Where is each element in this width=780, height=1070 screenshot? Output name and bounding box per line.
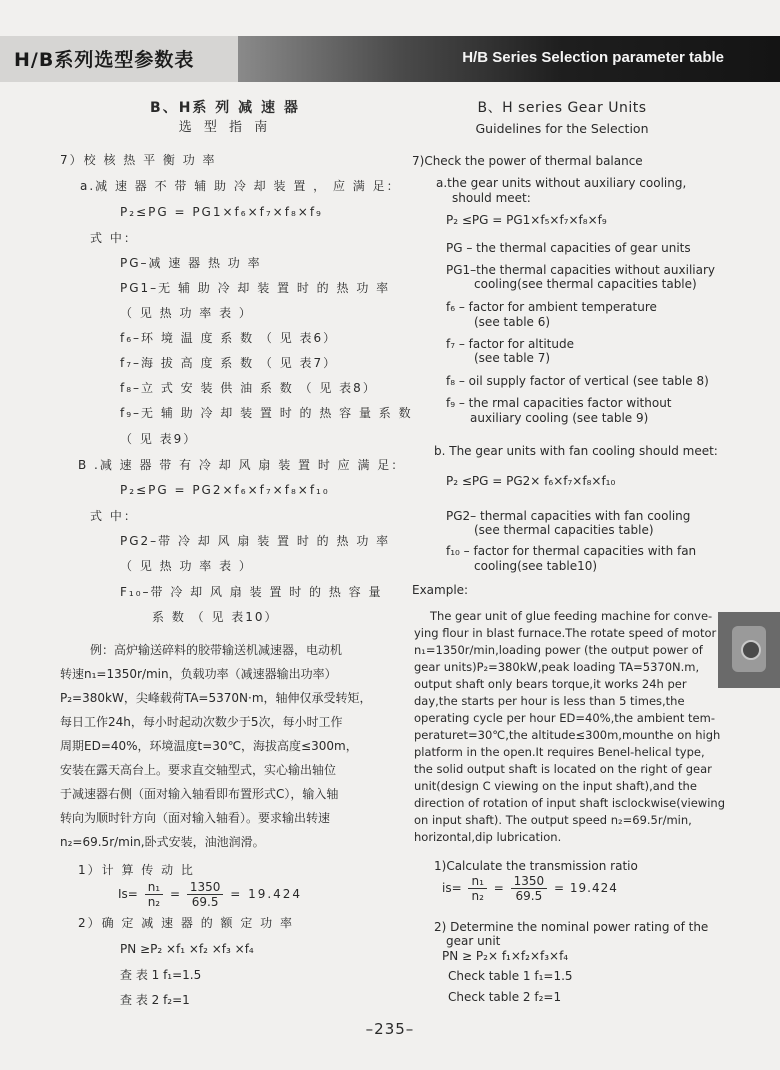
right-line: (see table 6) bbox=[474, 315, 551, 329]
header-band bbox=[238, 36, 780, 82]
left-subheading: 选 型 指 南 bbox=[178, 120, 272, 135]
left-line: a.减 速 器 不 带 辅 助 冷 却 装 置 ， 应 满 足： bbox=[80, 179, 401, 193]
ratio-lhs: is= bbox=[442, 881, 462, 895]
gear-hub-icon bbox=[741, 640, 761, 660]
left-line: （ 见 表9） bbox=[120, 432, 198, 446]
right-line: cooling(see table10) bbox=[474, 559, 598, 573]
ratio-numerator-value: 1350 bbox=[511, 874, 548, 889]
right-line: Example: bbox=[412, 583, 469, 597]
example-line: P₂=380kW，尖峰载荷TA=5370N·m，轴伸仅承受转矩， bbox=[60, 691, 372, 705]
example-line: ying flour in blast furnace.The rotate speed of motor bbox=[414, 626, 717, 640]
example-line: 例：高炉输送碎料的胶带输送机减速器，电动机 bbox=[90, 643, 343, 657]
right-line: f₈ – oil supply factor of vertical (see table 8) bbox=[446, 374, 709, 388]
left-line: f₆–环 境 温 度 系 数 （ 见 表6） bbox=[120, 331, 338, 345]
ratio-fraction-symbols bbox=[468, 874, 486, 903]
right-line: a.the gear units without auxiliary cooling, bbox=[436, 176, 687, 190]
example-line: operating cycle per hour ED=40%,the ambient tem- bbox=[414, 711, 715, 725]
header-title-cn: H/B系列选型参数表 bbox=[14, 49, 195, 71]
example-line: 转速n₁=1350r/min，负载功率（减速器输出功率） bbox=[60, 667, 337, 681]
left-heading: B、H系 列 减 速 器 bbox=[150, 100, 300, 116]
ratio-numerator-value: 1350 bbox=[187, 880, 224, 895]
right-line: (see table 7) bbox=[474, 351, 551, 365]
left-formula: P₂≤PG = PG1×f₆×f₇×f₈×f₉ bbox=[120, 205, 323, 219]
example-line: day,the starts per hour is less than 5 times,the bbox=[414, 694, 685, 708]
right-line: should meet: bbox=[452, 191, 531, 205]
example-line: the solid output shaft is located on the right of gear bbox=[414, 762, 712, 776]
left-step2: 2）确 定 减 速 器 的 额 定 功 率 bbox=[78, 916, 294, 930]
right-pn-formula: PN ≥ P₂× f₁×f₂×f₃×f₄ bbox=[442, 949, 569, 963]
left-line: PG–减 速 器 热 功 率 bbox=[120, 256, 262, 270]
right-line: f₇ – factor for altitude bbox=[446, 337, 574, 351]
ratio-denominator-symbol: n₂ bbox=[471, 889, 484, 903]
example-line: 周期ED=40%，环境温度t=30℃，海拔高度≤300m， bbox=[60, 739, 358, 753]
page-number: –235– bbox=[365, 1020, 415, 1038]
left-line: 7）校 核 热 平 衡 功 率 bbox=[60, 153, 217, 167]
example-line: on input shaft). The output speed n₂=69.5r/min, bbox=[414, 813, 692, 827]
right-check2: Check table 2 f₂=1 bbox=[448, 990, 562, 1004]
right-line: 7)Check the power of thermal balance bbox=[412, 154, 643, 168]
left-line: 式 中： bbox=[90, 509, 138, 523]
left-column bbox=[60, 100, 413, 1010]
ratio-fraction-symbols bbox=[145, 880, 163, 909]
ratio-fraction-values bbox=[511, 874, 548, 903]
example-line: n₂=69.5r/min,卧式安装，油池润滑。 bbox=[60, 835, 265, 849]
left-example bbox=[60, 640, 372, 852]
right-formula: P₂ ≤PG = PG2× f₆×f₇×f₈×f₁₀ bbox=[446, 474, 616, 488]
example-line: The gear unit of glue feeding machine for conve- bbox=[430, 609, 713, 623]
left-line: f₉–无 辅 助 冷 却 装 置 时 的 热 容 量 系 数 bbox=[120, 406, 413, 420]
right-step1: 1)Calculate the transmission ratio bbox=[434, 859, 638, 873]
left-ratio: Is= $\frac{\text{n₁}}{\text{n₂}}$ = $\frac{1350}{69.5}$ = 19.424 bbox=[118, 880, 303, 909]
gear-icon bbox=[732, 626, 766, 672]
example-line: platform in the open.It requires Benel-helical type, bbox=[414, 745, 705, 759]
left-line: F₁₀–带 冷 却 风 扇 装 置 时 的 热 容 量 bbox=[120, 585, 383, 599]
example-line: output shaft only bears torque,it works 24h per bbox=[414, 677, 687, 691]
left-check2: 查 表 2 f₂=1 bbox=[120, 993, 190, 1007]
left-line: f₈–立 式 安 装 供 油 系 数 （ 见 表8） bbox=[120, 381, 377, 395]
header-title-en: H/B Series Selection parameter table bbox=[462, 49, 724, 66]
right-line: f₉ – the rmal capacities factor without bbox=[446, 396, 672, 410]
right-line: (see thermal capacities table) bbox=[474, 523, 654, 537]
right-line: PG2– thermal capacities with fan cooling bbox=[446, 509, 691, 523]
ratio-result: = 19.424 bbox=[230, 887, 303, 901]
ratio-denominator-symbol: n₂ bbox=[147, 895, 161, 909]
left-check1: 查 表 1 f₁=1.5 bbox=[120, 968, 202, 982]
left-line: f₇–海 拔 高 度 系 数 （ 见 表7） bbox=[120, 356, 338, 370]
left-line: 系 数 （ 见 表10） bbox=[152, 610, 279, 624]
right-step2-cont: gear unit bbox=[446, 934, 501, 948]
right-line: auxiliary cooling (see table 9) bbox=[470, 411, 649, 425]
page-header bbox=[0, 36, 780, 82]
left-line: B .减 速 器 带 有 冷 却 风 扇 装 置 时 应 满 足： bbox=[78, 458, 406, 472]
right-line: cooling(see thermal capacities table) bbox=[474, 277, 697, 291]
right-check1: Check table 1 f₁=1.5 bbox=[448, 969, 573, 983]
example-line: horizontal,dip lubrication. bbox=[414, 830, 562, 844]
left-line: （ 见 热 功 率 表 ） bbox=[120, 559, 253, 573]
right-line: PG – the thermal capacities of gear units bbox=[446, 241, 691, 255]
left-line: PG2–带 冷 却 风 扇 装 置 时 的 热 功 率 bbox=[120, 534, 391, 548]
right-ratio: is= $\frac{\text{n₁}}{\text{n₂}}$ = $\frac{1350}{69.5}$ = 19.424 bbox=[442, 874, 618, 903]
example-line: gear units)P₂=380kW,peak loading TA=5370N.m, bbox=[414, 660, 700, 674]
example-line: 每日工作24h，每小时起动次数少于5次，每小时工作 bbox=[60, 715, 343, 729]
right-column bbox=[412, 100, 725, 1010]
example-line: direction of rotation of input shaft isclockwise(viewing bbox=[414, 796, 725, 810]
example-line: peraturet=30℃,the altitude≤300m,mounthe on high bbox=[414, 728, 721, 742]
ratio-denominator-value: 69.5 bbox=[191, 895, 219, 909]
left-step1: 1）计 算 传 动 比 bbox=[78, 863, 195, 877]
example-line: 于减速器右侧（面对输入轴看即布置形式C），输入轴 bbox=[60, 787, 339, 801]
left-line: PG1–无 辅 助 冷 却 装 置 时 的 热 功 率 bbox=[120, 281, 391, 295]
left-formula: P₂≤PG = PG2×f₆×f₇×f₈×f₁₀ bbox=[120, 483, 330, 497]
ratio-lhs: Is= bbox=[118, 887, 138, 901]
right-line: PG1–the thermal capacities without auxiliary bbox=[446, 263, 716, 277]
example-line: unit(design C viewing on the input shaft),and the bbox=[414, 779, 697, 793]
right-line: f₁₀ – factor for thermal capacities with fan bbox=[446, 544, 697, 558]
ratio-denominator-value: 69.5 bbox=[515, 889, 543, 903]
right-line: f₆ – factor for ambient temperature bbox=[446, 300, 657, 314]
ratio-result: = 19.424 bbox=[553, 881, 618, 895]
right-line: b. The gear units with fan cooling should meet: bbox=[434, 444, 718, 458]
ratio-numerator-symbol: n₁ bbox=[145, 880, 163, 895]
left-line: （ 见 热 功 率 表 ） bbox=[120, 306, 253, 320]
example-line: 安装在露天高台上。要求直交轴型式，实心输出轴位 bbox=[60, 763, 337, 777]
example-line: 转向为顺时针方向（面对输入轴看）。要求输出转速 bbox=[60, 811, 331, 825]
right-step2: 2) Determine the nominal power rating of the bbox=[434, 920, 709, 934]
right-subheading: Guidelines for the Selection bbox=[475, 121, 649, 136]
ratio-numerator-symbol: n₁ bbox=[468, 874, 486, 889]
ratio-fraction-values bbox=[187, 880, 224, 909]
right-heading: B、H series Gear Units bbox=[477, 100, 647, 116]
example-line: n₁=1350r/min,loading power (the output power of bbox=[414, 643, 703, 657]
left-line: 式 中： bbox=[90, 231, 138, 245]
right-formula: P₂ ≤PG = PG1×f₅×f₇×f₈×f₉ bbox=[446, 213, 607, 227]
right-example bbox=[414, 608, 725, 846]
left-pn-formula: PN ≥P₂ ×f₁ ×f₂ ×f₃ ×f₄ bbox=[120, 942, 254, 956]
section-tab bbox=[718, 612, 780, 688]
